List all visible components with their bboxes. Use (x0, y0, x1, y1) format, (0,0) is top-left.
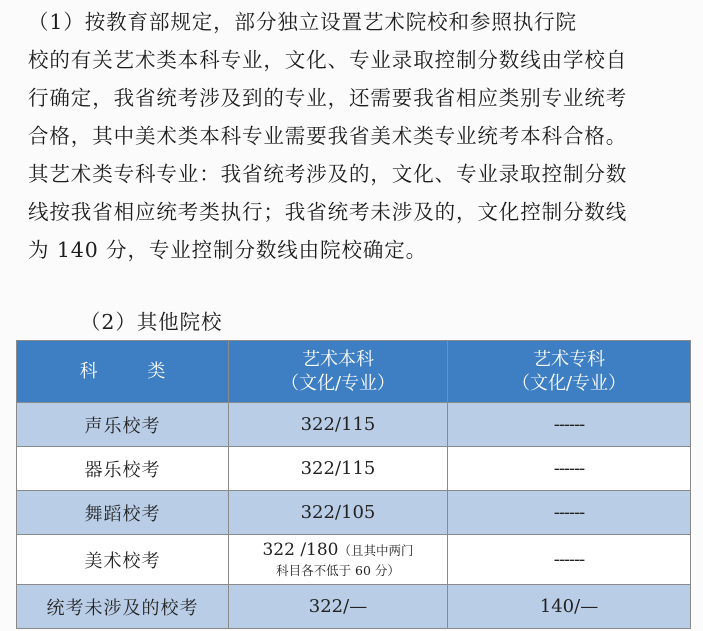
cell-bachelor: 322/— (229, 585, 448, 629)
paragraph-line: 其艺术类专科专业：我省统考涉及的，文化、专业录取控制分数 (28, 162, 628, 186)
score-table (16, 340, 691, 629)
paragraph-line: 校的有关艺术类本科专业，文化、专业录取控制分数线由学校自 (28, 48, 628, 72)
cell-category: 美术校考 (17, 535, 229, 585)
bachelor-note: （且其中两门 (338, 543, 414, 558)
header-category: 科 类 (17, 341, 229, 403)
paragraph-line: 为 140 分，专业控制分数线由院校确定。 (28, 238, 428, 262)
cell-associate: 140/— (448, 585, 691, 629)
cell-associate: ------ (448, 491, 691, 535)
cell-category: 统考未涉及的校考 (17, 585, 229, 629)
table-row (17, 403, 691, 447)
cell-bachelor: 322/115 (229, 447, 448, 491)
table-row (17, 535, 691, 585)
bachelor-value: 322 /180 (262, 540, 339, 560)
cell-bachelor: 322/115 (229, 403, 448, 447)
header-art-associate: 艺术专科 （文化/专业） (448, 341, 691, 403)
table-header-row (17, 341, 691, 403)
cell-associate: ------ (448, 535, 691, 585)
cell-associate: ------ (448, 403, 691, 447)
paragraph-line: 行确定，我省统考涉及到的专业，还需要我省相应类别专业统考 (28, 86, 628, 110)
cell-bachelor (229, 535, 448, 585)
cell-category: 器乐校考 (17, 447, 229, 491)
header-art-bachelor: 艺术本科 （文化/专业） (229, 341, 448, 403)
section-heading-other-colleges: （2）其他院校 (80, 310, 223, 334)
paragraph-line: 合格，其中美术类本科专业需要我省美术类专业统考本科合格。 (28, 124, 628, 148)
cell-category: 声乐校考 (17, 403, 229, 447)
paragraph-line: （1）按教育部规定，部分独立设置艺术院校和参照执行院 (28, 10, 577, 34)
paragraph-line: 线按我省相应统考类执行；我省统考未涉及的，文化控制分数线 (28, 200, 628, 224)
bachelor-note: 科目各不低于 60 分） (276, 563, 400, 578)
table-row (17, 585, 691, 629)
cell-bachelor: 322/105 (229, 491, 448, 535)
table-row (17, 447, 691, 491)
table-row (17, 491, 691, 535)
cell-associate: ------ (448, 447, 691, 491)
cell-category: 舞蹈校考 (17, 491, 229, 535)
